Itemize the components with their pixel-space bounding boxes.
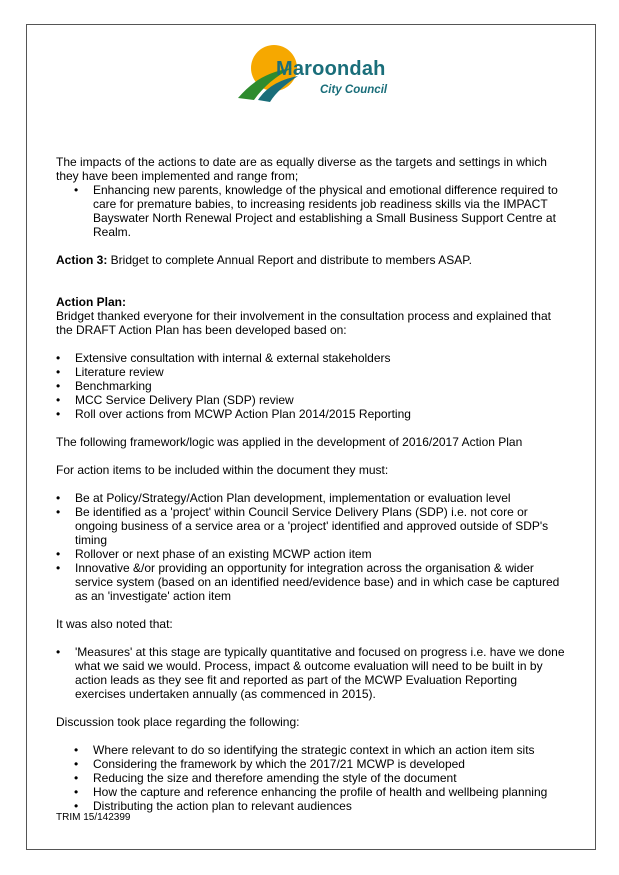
list-item: • Reducing the size and therefore amending the style of the document	[93, 771, 566, 785]
list-item: • How the capture and reference enhancing the profile of health and wellbeing planning	[93, 785, 566, 799]
list-item: • Innovative &/or providing an opportunity for integration across the organisation & wider service system (based on an identified need/evidence base) and in which case be captured as an 'investigate' action item	[75, 561, 566, 603]
document-body	[56, 155, 566, 813]
intro-paragraph: The impacts of the actions to date are as equally diverse as the targets and settings in which they have been implemented and range from;	[56, 155, 547, 183]
action-plan-text: Bridget thanked everyone for their involvement in the consultation process and explained that the DRAFT Action Plan has been developed based on:	[56, 309, 551, 337]
list-item: • Roll over actions from MCWP Action Plan 2014/2015 Reporting	[75, 407, 566, 421]
noted-list	[75, 645, 566, 701]
action3-label: Action 3:	[56, 253, 108, 267]
discussion-intro: Discussion took place regarding the following:	[56, 715, 300, 729]
action3-text: Bridget to complete Annual Report and distribute to members ASAP.	[107, 253, 472, 267]
list-item: • Extensive consultation with internal & external stakeholders	[75, 351, 566, 365]
action-plan-heading: Action Plan:	[56, 295, 127, 309]
logo-subtitle: City Council	[320, 84, 388, 96]
list-item: • MCC Service Delivery Plan (SDP) review	[75, 393, 566, 407]
council-logo	[232, 42, 402, 110]
list-item: • Literature review	[75, 365, 566, 379]
list-item: • Be at Policy/Strategy/Action Plan development, implementation or evaluation level	[75, 491, 566, 505]
criteria-intro: For action items to be included within the document they must:	[56, 463, 389, 477]
list-item: • Be identified as a 'project' within Council Service Delivery Plans (SDP) i.e. not core or ongoing business of a service area or a 'project' identified and approved outside of SDP's timing	[75, 505, 566, 547]
list-item: • Benchmarking	[75, 379, 566, 393]
list-item: • 'Measures' at this stage are typically quantitative and focused on progress i.e. have we done what we said we would. Process, impact & outcome evaluation will need to be built in by action leads as they see fit and reported as part of the MCWP Evaluation Reporting exercises undertaken annually (as commenced in 2015).	[75, 645, 566, 701]
list-item: • Considering the framework by which the 2017/21 MCWP is developed	[93, 757, 566, 771]
intro-list	[93, 183, 566, 239]
list-item: • Where relevant to do so identifying the strategic context in which an action item sits	[93, 743, 566, 757]
action3-paragraph	[56, 253, 566, 267]
criteria-list	[75, 491, 566, 603]
trim-reference: TRIM 15/142399	[56, 812, 131, 823]
discussion-list	[93, 743, 566, 813]
logo-name: Maroondah	[276, 58, 386, 80]
list-item: • Enhancing new parents, knowledge of the physical and emotional difference required to care for premature babies, to increasing residents job readiness skills via the IMPACT Bayswater North Renewal Project and establishing a Small Business Support Centre at Realm.	[93, 183, 566, 239]
framework-paragraph: The following framework/logic was applied in the development of 2016/2017 Action Plan	[56, 435, 523, 449]
list-item: • Rollover or next phase of an existing MCWP action item	[75, 547, 566, 561]
basis-list	[75, 351, 566, 421]
noted-intro: It was also noted that:	[56, 617, 173, 631]
list-item: • Distributing the action plan to relevant audiences	[93, 799, 566, 813]
